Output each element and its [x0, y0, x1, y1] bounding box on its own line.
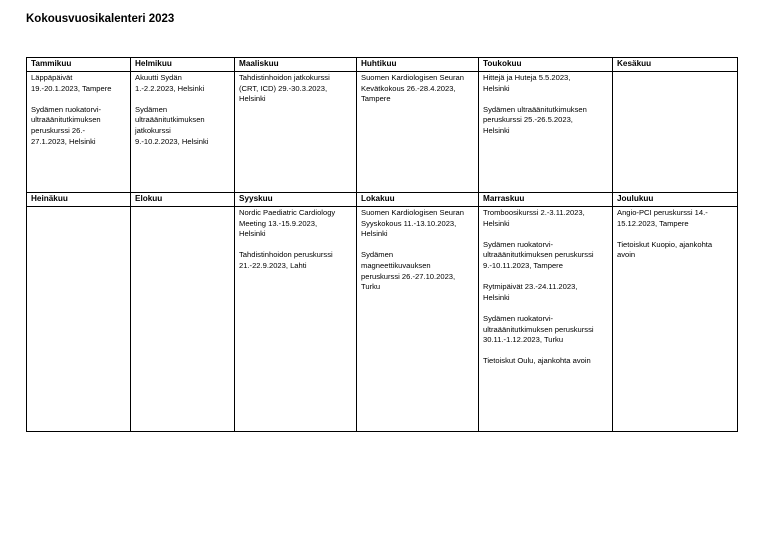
events-cell-september: [235, 207, 357, 432]
events-cell-february: [131, 72, 235, 193]
events-cell-august: [131, 207, 235, 432]
event-item: Tromboosikurssi 2.-3.11.2023, Helsinki: [483, 208, 585, 228]
month-header-october: Lokakuu: [357, 193, 479, 207]
event-item: Sydämen magneettikuvauksen peruskurssi 26.-27.10.2023, Turku: [361, 250, 456, 292]
event-item: Suomen Kardiologisen Seuran Kevätkokous 26.-28.4.2023, Tampere: [361, 73, 465, 104]
event-item: Tietoiskut Kuopio, ajankohta avoin: [617, 239, 713, 260]
event-item: Angio-PCI peruskurssi 14.- 15.12.2023, Tampere: [617, 208, 708, 228]
month-header-march: Maaliskuu: [235, 58, 357, 72]
month-header-may: Toukokuu: [479, 58, 613, 72]
events-cell-november: [479, 207, 613, 432]
month-header-january: Tammikuu: [27, 58, 131, 72]
month-header-april: Huhtikuu: [357, 58, 479, 72]
month-header-row-1: [27, 58, 738, 72]
month-header-november: Marraskuu: [479, 193, 613, 207]
event-item: Sydämen ruokatorvi- ultraäänitutkimuksen peruskurssi 26.- 27.1.2023, Helsinki: [31, 104, 102, 146]
month-header-december: Joulukuu: [613, 193, 738, 207]
events-cell-april: [357, 72, 479, 193]
events-cell-june: [613, 72, 738, 193]
events-row-1: [27, 72, 738, 193]
event-item: Tahdistinhoidon jatkokurssi (CRT, ICD) 29.-30.3.2023, Helsinki: [239, 73, 330, 104]
event-item: Sydämen ultraäänitutkimuksen jatkokurssi 9.-10.2.2023, Helsinki: [135, 104, 209, 146]
events-cell-july: [27, 207, 131, 432]
events-row-2: [27, 207, 738, 432]
month-header-august: Elokuu: [131, 193, 235, 207]
event-item: Rytmipäivät 23.-24.11.2023, Helsinki: [483, 282, 578, 302]
events-cell-march: [235, 72, 357, 193]
event-item: Tahdistinhoidon peruskurssi 21.-22.9.2023, Lahti: [239, 250, 333, 270]
events-cell-october: [357, 207, 479, 432]
event-item: Sydämen ultraäänitutkimuksen peruskurssi 25.-26.5.2023, Helsinki: [483, 104, 587, 135]
events-cell-january: [27, 72, 131, 193]
month-header-february: Helmikuu: [131, 58, 235, 72]
event-item: Läppäpäivät 19.-20.1.2023, Tampere: [31, 73, 112, 93]
month-header-june: Kesäkuu: [613, 58, 738, 72]
event-item: Suomen Kardiologisen Seuran Syyskokous 11.-13.10.2023, Helsinki: [361, 208, 465, 239]
event-item: Nordic Paediatric Cardiology Meeting 13.-15.9.2023, Helsinki: [239, 208, 336, 239]
event-item: Sydämen ruokatorvi- ultraäänitutkimuksen peruskurssi 9.-10.11.2023, Tampere: [483, 239, 594, 270]
event-item: Tietoiskut Oulu, ajankohta avoin: [483, 356, 591, 366]
events-cell-may: [479, 72, 613, 193]
month-header-september: Syyskuu: [235, 193, 357, 207]
event-item: Akuutti Sydän 1.-2.2.2023, Helsinki: [135, 73, 205, 93]
event-item: Hittejä ja Huteja 5.5.2023, Helsinki: [483, 73, 571, 93]
page-title: Kokousvuosikalenteri 2023: [26, 13, 175, 25]
meeting-calendar-table: [26, 57, 738, 432]
month-header-row-2: [27, 193, 738, 207]
events-cell-december: [613, 207, 738, 432]
event-item: Sydämen ruokatorvi- ultraäänitutkimuksen peruskurssi 30.11.-1.12.2023, Turku: [483, 313, 594, 345]
month-header-july: Heinäkuu: [27, 193, 131, 207]
